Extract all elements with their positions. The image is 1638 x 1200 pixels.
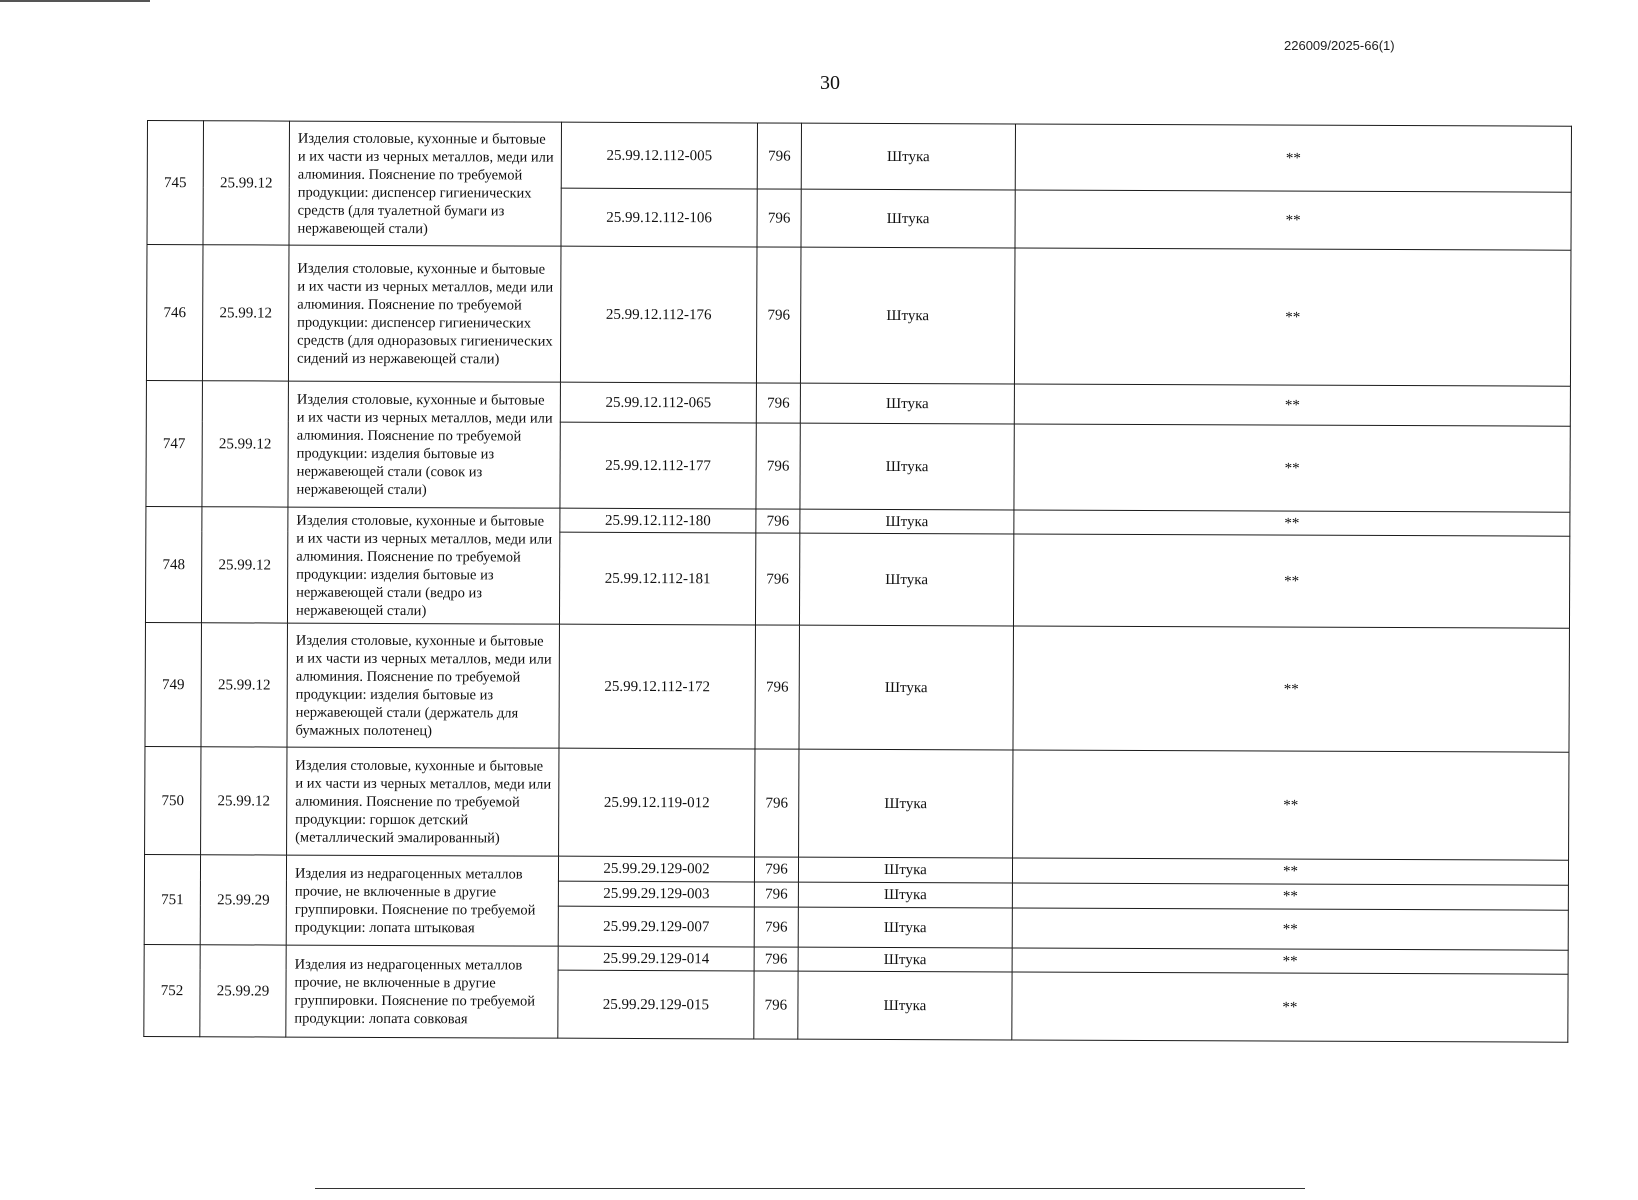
table-row [147,121,1571,193]
unit-code-cell: 796 [754,971,798,1039]
note-cell: ** [1015,124,1571,192]
row-number-cell: 750 [145,746,201,854]
table-row [145,622,1569,752]
unit-code-cell: 796 [756,423,800,509]
okpd-code-cell: 25.99.12 [203,121,289,245]
table-row [145,746,1569,860]
unit-name-cell: Штука [799,749,1013,858]
unit-code-cell: 796 [755,625,799,749]
unit-name-cell: Штука [798,882,1012,908]
okpd-code-cell: 25.99.12 [202,245,289,381]
unit-name-cell: Штука [798,857,1012,883]
unit-code-cell: 796 [755,749,799,857]
note-cell: ** [1012,908,1568,950]
unit-code-cell: 796 [754,857,798,882]
ktru-code-cell: 25.99.12.112-176 [560,246,757,383]
ktru-code-cell: 25.99.12.112-172 [559,624,755,749]
ktru-code-cell: 25.99.12.112-180 [560,508,756,533]
note-cell: ** [1014,384,1570,426]
ktru-code-cell: 25.99.29.129-002 [558,856,754,882]
unit-name-cell: Штука [798,947,1012,972]
note-cell: ** [1015,190,1571,250]
product-description-cell: Изделия столовые, кухонные и бытовые и их части из черных металлов, меди или алюминия. Пояснение по требуемой продукции: горшок детский (металлический эмалированный) [287,747,559,856]
note-cell: ** [1012,883,1568,910]
ktru-code-cell: 25.99.12.112-177 [560,422,756,509]
ktru-code-cell: 25.99.29.129-015 [558,970,754,1039]
product-description-cell: Изделия столовые, кухонные и бытовые и их части из черных металлов, меди или алюминия. Пояснение по требуемой продукции: диспенсер гигиенических средств (для туалетной бумаги из нержавеющей стали) [289,121,561,246]
product-description-cell: Изделия столовые, кухонные и бытовые и их части из черных металлов, меди или алюминия. Пояснение по требуемой продукции: изделия бытовые из нержавеющей стали (держатель для бумажных полотенец) [287,623,559,748]
table-row [144,944,1568,974]
unit-code-cell: 796 [756,247,801,383]
row-number-cell: 746 [146,245,203,381]
product-description-cell: Изделия столовые, кухонные и бытовые и их части из черных металлов, меди или алюминия. Пояснение по требуемой продукции: диспенсер гигиенических средств (для одноразовых гигиенических сидений из нержавеющей стали) [288,245,561,382]
ktru-code-cell: 25.99.29.129-007 [558,906,754,947]
note-cell: ** [1012,972,1568,1042]
unit-name-cell: Штука [800,423,1014,510]
ktru-code-cell: 25.99.12.112-106 [561,188,757,247]
product-description-cell: Изделия столовые, кухонные и бытовые и их части из черных металлов, меди или алюминия. Пояснение по требуемой продукции: изделия бытовые из нержавеющей стали (ведро из нержавеющей стали) [287,507,559,624]
ktru-code-cell: 25.99.29.129-014 [558,946,754,971]
okpd-code-cell: 25.99.12 [201,507,287,623]
note-cell: ** [1013,534,1569,628]
note-cell: ** [1014,510,1570,536]
page-number: 30 [820,72,840,94]
unit-name-cell: Штука [801,123,1015,190]
table-row [146,380,1570,426]
okpd-code-cell: 25.99.29 [200,945,286,1037]
product-description-cell: Изделия из недрагоценных металлов прочие, не включенные в другие группировки. Пояснение по требуемой продукции: лопата штыковая [286,855,558,946]
okpd-code-cell: 25.99.29 [200,855,286,945]
ktru-code-cell: 25.99.12.112-065 [560,382,756,423]
unit-name-cell: Штука [801,189,1015,248]
ktru-code-cell: 25.99.29.129-003 [558,881,754,907]
unit-name-cell: Штука [799,533,1013,626]
unit-name-cell: Штука [800,383,1014,424]
okpd-code-cell: 25.99.12 [201,747,287,855]
scan-edge-mark [0,0,150,2]
unit-code-cell: 796 [756,509,800,533]
row-number-cell: 747 [146,380,203,506]
ktru-code-cell: 25.99.12.119-012 [559,748,755,857]
table-row [146,245,1571,387]
note-cell: ** [1012,948,1568,974]
unit-name-cell: Штука [798,907,1012,948]
row-number-cell: 751 [144,854,200,944]
product-description-cell: Изделия из недрагоценных металлов прочие, не включенные в другие группировки. Пояснение по требуемой продукции: лопата совковая [286,945,558,1038]
products-table [143,120,1572,1043]
note-cell: ** [1012,858,1568,885]
product-description-cell: Изделия столовые, кухонные и бытовые и их части из черных металлов, меди или алюминия. Пояснение по требуемой продукции: изделия бытовые из нержавеющей стали (совок из нержавеющей стали) [288,381,561,508]
note-cell: ** [1013,750,1569,860]
products-table-container [143,120,1572,1043]
row-number-cell: 749 [145,622,201,746]
unit-code-cell: 796 [755,533,799,625]
footer-rule [315,1188,1305,1189]
unit-code-cell: 796 [756,383,800,423]
note-cell: ** [1013,626,1569,752]
unit-code-cell: 796 [757,123,801,189]
table-row [144,854,1568,885]
note-cell: ** [1014,424,1570,512]
document-registration-number: 226009/2025-66(1) [1284,38,1395,53]
okpd-code-cell: 25.99.12 [201,623,287,747]
unit-code-cell: 796 [754,882,798,907]
unit-code-cell: 796 [754,907,798,947]
row-number-cell: 745 [147,121,203,245]
unit-name-cell: Штука [800,509,1014,534]
unit-name-cell: Штука [798,971,1012,1040]
ktru-code-cell: 25.99.12.112-181 [559,532,755,625]
unit-name-cell: Штука [799,625,1013,750]
okpd-code-cell: 25.99.12 [202,381,289,507]
row-number-cell: 748 [145,506,201,622]
row-number-cell: 752 [144,944,200,1036]
ktru-code-cell: 25.99.12.112-005 [561,122,757,189]
note-cell: ** [1014,248,1571,386]
unit-name-cell: Штука [800,247,1015,384]
unit-code-cell: 796 [754,947,798,971]
table-row [146,506,1570,536]
unit-code-cell: 796 [757,189,801,247]
